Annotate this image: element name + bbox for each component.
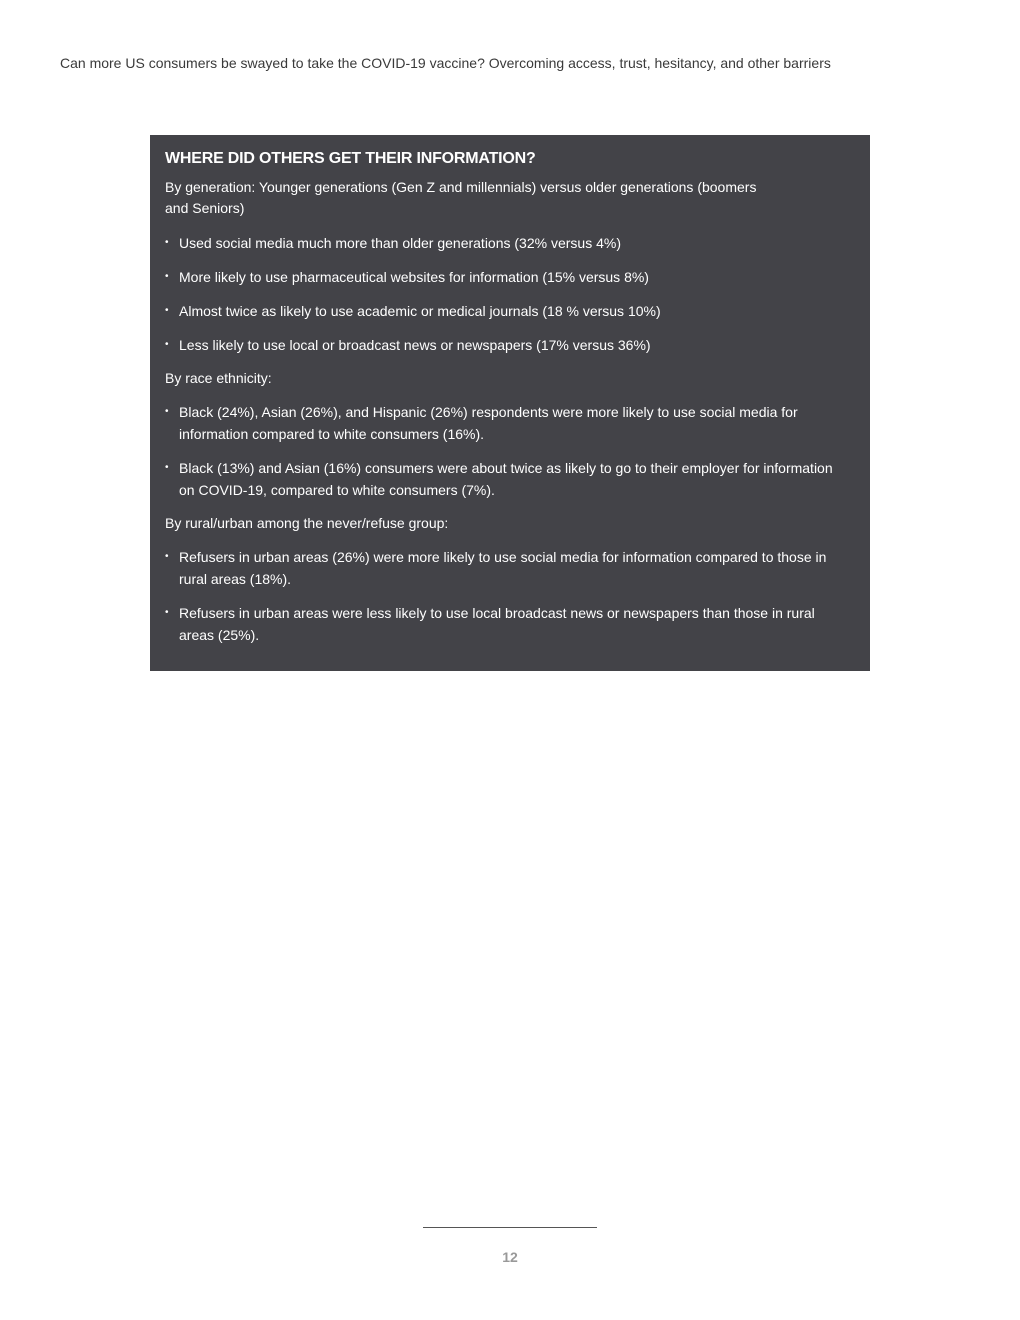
bullet-list-generation	[165, 232, 852, 356]
bullet-icon: •	[165, 339, 169, 350]
list-item: • Used social media much more than older generations (32% versus 4%)	[165, 232, 852, 254]
running-head: Can more US consumers be swayed to take the COVID-19 vaccine? Overcoming access, trust, hesitancy, and other barriers	[60, 55, 831, 71]
section-intro-rural-urban: By rural/urban among the never/refuse group:	[165, 515, 449, 531]
list-item: • Black (24%), Asian (26%), and Hispanic (26%) respondents were more likely to use social media for information compared to white consumers (16%).	[165, 401, 852, 445]
page-number: 12	[502, 1249, 518, 1265]
info-box	[150, 135, 870, 671]
bullet-icon: •	[165, 271, 169, 282]
bullet-icon: •	[165, 237, 169, 248]
bullet-list-rural-urban	[165, 546, 852, 646]
bullet-icon: •	[165, 462, 169, 473]
bullet-icon: •	[165, 551, 169, 562]
list-item: • More likely to use pharmaceutical websites for information (15% versus 8%)	[165, 266, 852, 288]
list-item: • Refusers in urban areas (26%) were more likely to use social media for information compared to those in rural areas (18%).	[165, 546, 852, 590]
footer-divider	[423, 1227, 597, 1228]
list-item: • Less likely to use local or broadcast news or newspapers (17% versus 36%)	[165, 334, 852, 356]
list-item: • Black (13%) and Asian (16%) consumers were about twice as likely to go to their employer for information on COVID-19, compared to white consumers (7%).	[165, 457, 852, 501]
box-title: WHERE DID OTHERS GET THEIR INFORMATION?	[165, 150, 536, 167]
section-intro-race: By race ethnicity:	[165, 370, 272, 386]
bullet-icon: •	[165, 406, 169, 417]
bullet-list-race	[165, 401, 852, 501]
list-item: • Almost twice as likely to use academic or medical journals (18 % versus 10%)	[165, 300, 852, 322]
bullet-icon: •	[165, 305, 169, 316]
list-item: • Refusers in urban areas were less likely to use local broadcast news or newspapers than those in rural areas (25%).	[165, 602, 852, 646]
bullet-icon: •	[165, 607, 169, 618]
section-intro-generation: By generation: Younger generations (Gen Z and millennials) versus older generations (boomers and Seniors)	[165, 179, 757, 216]
